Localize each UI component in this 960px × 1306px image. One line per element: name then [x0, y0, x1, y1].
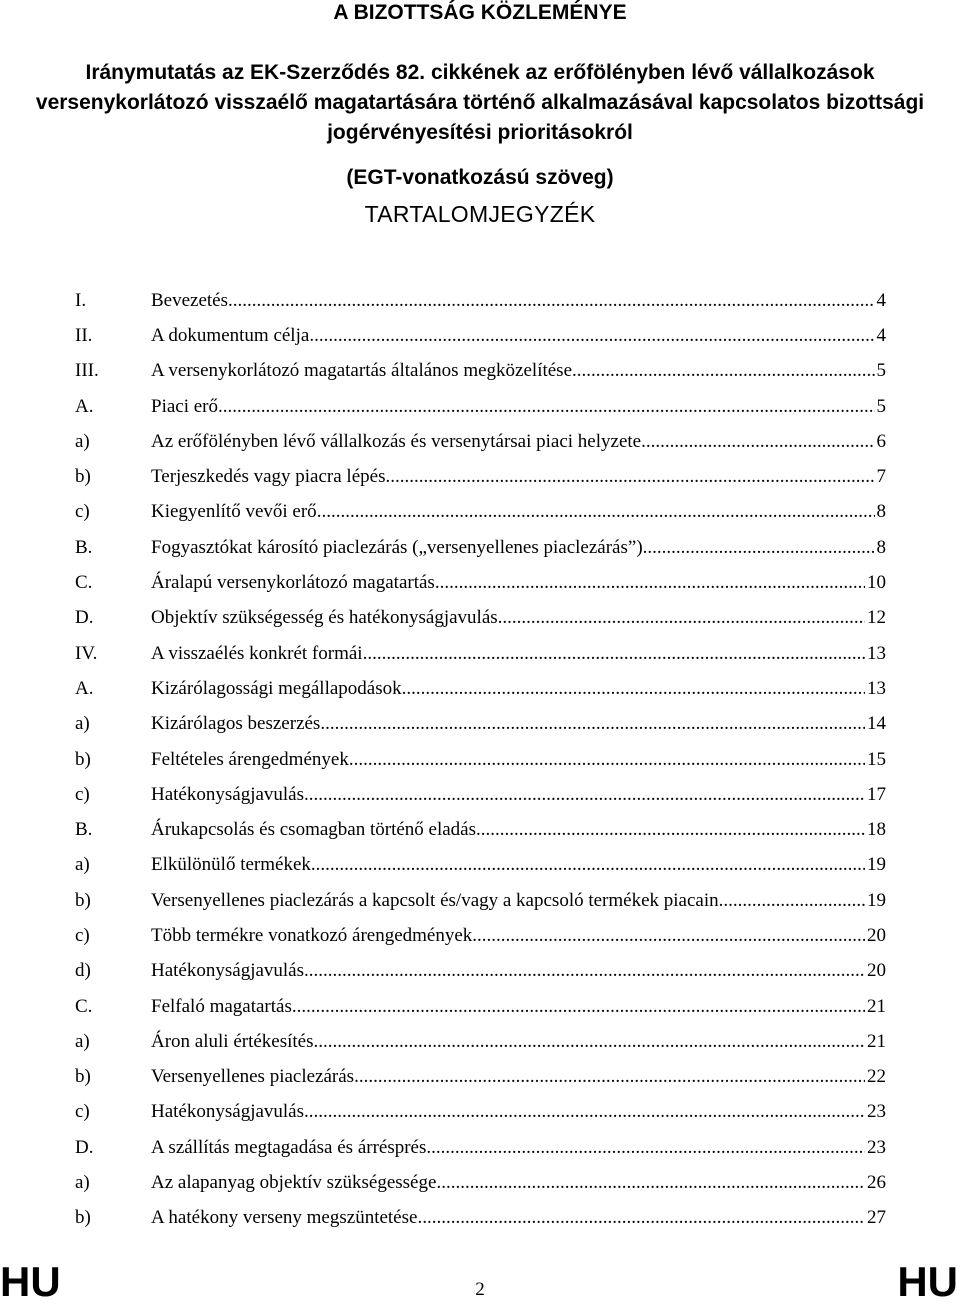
- document-subtitle: [0, 58, 960, 148]
- toc-entry[interactable]: [75, 495, 886, 530]
- toc-entry[interactable]: [75, 354, 886, 389]
- toc-entry-page[interactable]: 26: [867, 1172, 886, 1194]
- toc-dot-leader: [643, 537, 875, 559]
- toc-dot-leader: [436, 1172, 865, 1194]
- toc-entry-number: III.: [75, 360, 99, 382]
- toc-entry[interactable]: [75, 883, 886, 918]
- toc-entry-title[interactable]: Hatékonyságjavulás: [151, 783, 305, 805]
- toc-entry-title[interactable]: Az erőfölényben lévő vállalkozás és versenytársai piaci helyzete: [151, 430, 642, 452]
- toc-entry-number: A.: [75, 677, 94, 699]
- toc-dot-leader: [363, 643, 865, 665]
- toc-entry-number: D.: [75, 607, 94, 629]
- toc-entry[interactable]: [75, 459, 886, 494]
- toc-entry-title[interactable]: Felfaló magatartás: [151, 995, 292, 1017]
- toc-entry-page[interactable]: 19: [867, 889, 886, 911]
- toc-entry-page[interactable]: 23: [867, 1136, 886, 1158]
- toc-entry[interactable]: [75, 848, 886, 883]
- toc-entry[interactable]: [75, 1130, 886, 1165]
- toc-entry-number: C.: [75, 995, 93, 1017]
- toc-dot-leader: [304, 1101, 865, 1123]
- toc-entry-page[interactable]: 13: [867, 642, 886, 664]
- toc-dot-leader: [476, 819, 865, 841]
- toc-entry-number: II.: [75, 324, 93, 346]
- toc-entry-number: B.: [75, 536, 93, 558]
- toc-dot-leader: [417, 1207, 865, 1229]
- toc-dot-leader: [304, 960, 865, 982]
- toc-entry-page[interactable]: 15: [867, 748, 886, 770]
- toc-entry-number: C.: [75, 572, 93, 594]
- toc-entry-page[interactable]: 20: [867, 960, 886, 982]
- toc-entry-page[interactable]: 14: [867, 713, 886, 735]
- toc-entry-page[interactable]: 5: [876, 395, 886, 417]
- toc-entry-page[interactable]: 21: [867, 1030, 886, 1052]
- toc-entry-page[interactable]: 27: [867, 1207, 886, 1229]
- toc-dot-leader: [311, 854, 865, 876]
- toc-entry-page[interactable]: 21: [867, 995, 886, 1017]
- toc-entry-page[interactable]: 10: [867, 572, 886, 594]
- toc-dot-leader: [719, 890, 865, 912]
- toc-entry-title[interactable]: Árukapcsolás és csomagban történő eladás: [151, 819, 477, 841]
- toc-entry-number: B.: [75, 819, 93, 841]
- toc-entry-page[interactable]: 23: [867, 1101, 886, 1123]
- toc-entry-title[interactable]: Kiegyenlítő vevői erő: [151, 501, 317, 523]
- toc-entry[interactable]: [75, 389, 886, 424]
- toc-entry-title[interactable]: Az alapanyag objektív szükségessége: [151, 1172, 437, 1194]
- toc-dot-leader: [292, 996, 865, 1018]
- toc-entry-title[interactable]: Áron aluli értékesítés: [151, 1030, 314, 1052]
- eea-relevance-note: (EGT-vonatkozású szöveg): [346, 166, 614, 189]
- toc-entry-page[interactable]: 5: [876, 360, 886, 382]
- toc-dot-leader: [317, 501, 875, 523]
- toc-entry-title[interactable]: Bevezetés: [151, 289, 229, 311]
- toc-entry[interactable]: [75, 671, 886, 706]
- toc-entry-title[interactable]: A szállítás megtagadása és árrésprés: [151, 1136, 427, 1158]
- toc-entry-number: D.: [75, 1136, 94, 1158]
- toc-dot-leader: [572, 360, 874, 382]
- toc-dot-leader: [228, 290, 874, 312]
- toc-entry[interactable]: [75, 742, 886, 777]
- toc-entry[interactable]: [75, 1201, 886, 1236]
- toc-dot-leader: [498, 607, 865, 629]
- toc-dot-leader: [314, 1031, 865, 1053]
- toc-dot-leader: [385, 466, 874, 488]
- toc-entry-number: I.: [75, 289, 87, 311]
- toc-entry-title[interactable]: Több termékre vonatkozó árengedmények: [151, 924, 473, 946]
- toc-dot-leader: [354, 1066, 865, 1088]
- page-number: 2: [475, 1279, 485, 1300]
- toc-entry[interactable]: [75, 812, 886, 847]
- toc-entry[interactable]: [75, 283, 886, 318]
- toc-entry-title[interactable]: Versenyellenes piaclezárás a kapcsolt és/vagy a kapcsoló termékek piacain: [151, 889, 719, 911]
- toc-entry[interactable]: [75, 1095, 886, 1130]
- toc-entry-page[interactable]: 8: [876, 501, 886, 523]
- toc-entry[interactable]: [75, 1165, 886, 1200]
- toc-entry[interactable]: [75, 918, 886, 953]
- subtitle-line: versenykorlátozó visszaélő magatartására történő alkalmazásával kapcsolatos bizottsági: [35, 91, 925, 114]
- toc-dot-leader: [309, 325, 874, 347]
- subtitle-line: jogérvényesítési prioritásokról: [327, 121, 633, 144]
- toc-dot-leader: [641, 431, 874, 453]
- toc-entry-number: b): [75, 748, 91, 770]
- toc-entry-page[interactable]: 6: [876, 430, 886, 452]
- toc-dot-leader: [426, 1137, 865, 1159]
- document-title: A BIZOTTSÁG KÖZLEMÉNYE: [333, 1, 627, 24]
- toc-entry-page[interactable]: 4: [876, 324, 886, 346]
- toc-entry-number: c): [75, 501, 90, 523]
- toc-entry[interactable]: [75, 601, 886, 636]
- toc-entry-page[interactable]: 7: [876, 466, 886, 488]
- toc-entry-number: a): [75, 430, 90, 452]
- toc-dot-leader: [304, 784, 865, 806]
- toc-entry-title[interactable]: Objektív szükségesség és hatékonyságjavulás: [151, 607, 498, 629]
- toc-dot-leader: [472, 925, 865, 947]
- toc-heading: TARTALOMJEGYZÉK: [364, 201, 596, 227]
- toc-entry-title[interactable]: Piaci erő: [151, 395, 219, 417]
- toc-entry-number: b): [75, 466, 91, 488]
- toc-entry-title[interactable]: Elkülönülő termékek: [151, 854, 311, 876]
- subtitle-line: Iránymutatás az EK-Szerződés 82. cikkének az erőfölényben lévő vállalkozások: [85, 61, 875, 84]
- toc-entry-title[interactable]: Kizárólagossági megállapodások: [151, 677, 402, 699]
- toc-entry-number: a): [75, 1172, 90, 1194]
- toc-entry[interactable]: [75, 424, 886, 459]
- toc-entry-page[interactable]: 20: [867, 924, 886, 946]
- toc-entry-page[interactable]: 12: [867, 607, 886, 629]
- toc-entry-title[interactable]: Kizárólagos beszerzés: [151, 713, 321, 735]
- toc-entry-title[interactable]: Hatékonyságjavulás: [151, 960, 305, 982]
- toc-entry-number: a): [75, 713, 90, 735]
- toc-entry[interactable]: [75, 1024, 886, 1059]
- toc-entry-number: b): [75, 1066, 91, 1088]
- toc-dot-leader: [320, 713, 865, 735]
- toc-entry-page[interactable]: 22: [867, 1066, 886, 1088]
- toc-entry-title[interactable]: Áralapú versenykorlátozó magatartás: [151, 572, 435, 594]
- toc-entry[interactable]: [75, 777, 886, 812]
- toc-entry-page[interactable]: 13: [867, 677, 886, 699]
- toc-dot-leader: [435, 572, 865, 594]
- toc-entry-title[interactable]: Versenyellenes piaclezárás: [151, 1066, 355, 1088]
- toc-entry-number: c): [75, 783, 90, 805]
- toc-dot-leader: [349, 749, 865, 771]
- toc-entry-page[interactable]: 19: [867, 854, 886, 876]
- toc-entry-title[interactable]: Terjeszkedés vagy piacra lépés: [151, 466, 386, 488]
- toc-entry-page[interactable]: 18: [867, 819, 886, 841]
- toc-entry-page[interactable]: 17: [867, 783, 886, 805]
- toc-entry-title[interactable]: Hatékonyságjavulás: [151, 1101, 305, 1123]
- toc-entry-number: c): [75, 1101, 90, 1123]
- toc-entry-title[interactable]: A hatékony verseny megszüntetése: [151, 1207, 418, 1229]
- toc-entry[interactable]: [75, 954, 886, 989]
- toc-entry-title[interactable]: A dokumentum célja: [151, 324, 310, 346]
- toc-entry-title[interactable]: A versenykorlátozó magatartás általános megközelítése: [151, 360, 573, 382]
- toc-dot-leader: [402, 678, 865, 700]
- toc-entry[interactable]: [75, 636, 886, 671]
- toc-entry-page[interactable]: 8: [876, 536, 886, 558]
- toc-entry-page[interactable]: 4: [876, 289, 886, 311]
- toc-entry-title[interactable]: Feltételes árengedmények: [151, 748, 349, 770]
- table-of-contents: [75, 283, 886, 1236]
- toc-entry[interactable]: [75, 318, 886, 353]
- toc-entry-number: b): [75, 1207, 91, 1229]
- toc-entry-number: c): [75, 924, 90, 946]
- toc-entry[interactable]: [75, 1060, 886, 1095]
- toc-entry-number: a): [75, 1030, 90, 1052]
- toc-entry-number: d): [75, 960, 91, 982]
- toc-dot-leader: [218, 396, 874, 418]
- language-code-right: HU: [897, 1258, 958, 1305]
- toc-entry[interactable]: [75, 707, 886, 742]
- toc-entry-number: b): [75, 889, 91, 911]
- toc-entry-title[interactable]: A visszaélés konkrét formái: [151, 642, 363, 664]
- toc-entry-number: a): [75, 854, 90, 876]
- toc-entry-number: IV.: [75, 642, 98, 664]
- toc-entry[interactable]: [75, 565, 886, 600]
- toc-entry[interactable]: [75, 530, 886, 565]
- toc-entry-number: A.: [75, 395, 94, 417]
- toc-entry-title[interactable]: Fogyasztókat károsító piaclezárás („versenyellenes piaclezárás”): [151, 536, 643, 558]
- language-code-left: HU: [0, 1258, 61, 1305]
- toc-entry[interactable]: [75, 989, 886, 1024]
